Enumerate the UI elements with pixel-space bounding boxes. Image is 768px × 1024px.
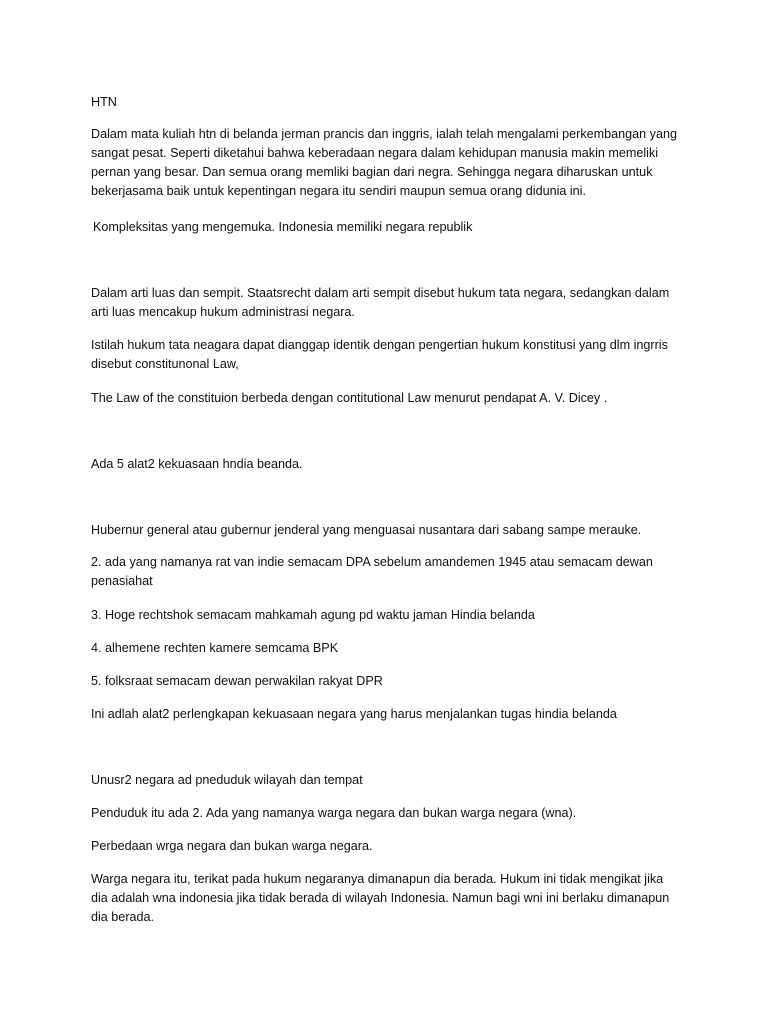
- list-item-3: 3. Hoge rechtshok semacam mahkamah agung pd waktu jaman Hindia belanda: [91, 608, 535, 622]
- paragraph-intro: Dalam mata kuliah htn di belanda jerman prancis dan inggris, ialah telah mengalami perkembangan yang sangat pesat. Seperti diketahui bahwa keberadaan negara dalam kehidupan manusia makin memeliki pernan yang besar. Dan semua orang memliki bagian dari negra. Sehingga negara diharuskan untuk bekerjasama baik untuk kepentingan negara itu sendiri maupun semua orang didunia ini.: [91, 127, 677, 198]
- document-title: HTN: [91, 95, 117, 109]
- paragraph-dicey: The Law of the constituion berbeda dengan contitutional Law menurut pendapat A. V. Dicey .: [91, 391, 608, 405]
- paragraph-unsur-negara: Unusr2 negara ad pneduduk wilayah dan tempat: [91, 773, 363, 787]
- list-item-5: 5. folksraat semacam dewan perwakilan rakyat DPR: [91, 674, 383, 688]
- paragraph-istilah: Istilah hukum tata neagara dapat dianggap identik dengan pengertian hukum konstitusi yang dlm ingrris disebut constitunonal Law,: [91, 338, 668, 371]
- paragraph-penduduk: Penduduk itu ada 2. Ada yang namanya warga negara dan bukan warga negara (wna).: [91, 806, 577, 820]
- paragraph-arti-luas: Dalam arti luas dan sempit. Staatsrecht dalam arti sempit disebut hukum tata negara, sedangkan dalam arti luas mencakup hukum administrasi negara.: [91, 286, 670, 319]
- paragraph-alat2: Ada 5 alat2 kekuasaan hndia beanda.: [91, 457, 303, 471]
- list-item-2: 2. ada yang namanya rat van indie semacam DPA sebelum amandemen 1945 atau semacam dewan penasiahat: [91, 555, 653, 588]
- list-item-4: 4. alhemene rechten kamere semcama BPK: [91, 641, 339, 655]
- paragraph-perbedaan: Perbedaan wrga negara dan bukan warga negara.: [91, 839, 373, 853]
- paragraph-perlengkapan: Ini adlah alat2 perlengkapan kekuasaan negara yang harus menjalankan tugas hindia belanda: [91, 707, 617, 721]
- paragraph-warga-negara: Warga negara itu, terikat pada hukum negaranya dimanapun dia berada. Hukum ini tidak mengikat jika dia adalah wna indonesia jika tidak berada di wilayah Indonesia. Namun bagi wni ini berlaku dimanapun dia berada.: [91, 872, 670, 924]
- list-item-1: Hubernur general atau gubernur jenderal yang menguasai nusantara dari sabang sampe merauke.: [91, 523, 642, 537]
- paragraph-kompleksitas: Kompleksitas yang mengemuka. Indonesia memiliki negara republik: [93, 220, 473, 234]
